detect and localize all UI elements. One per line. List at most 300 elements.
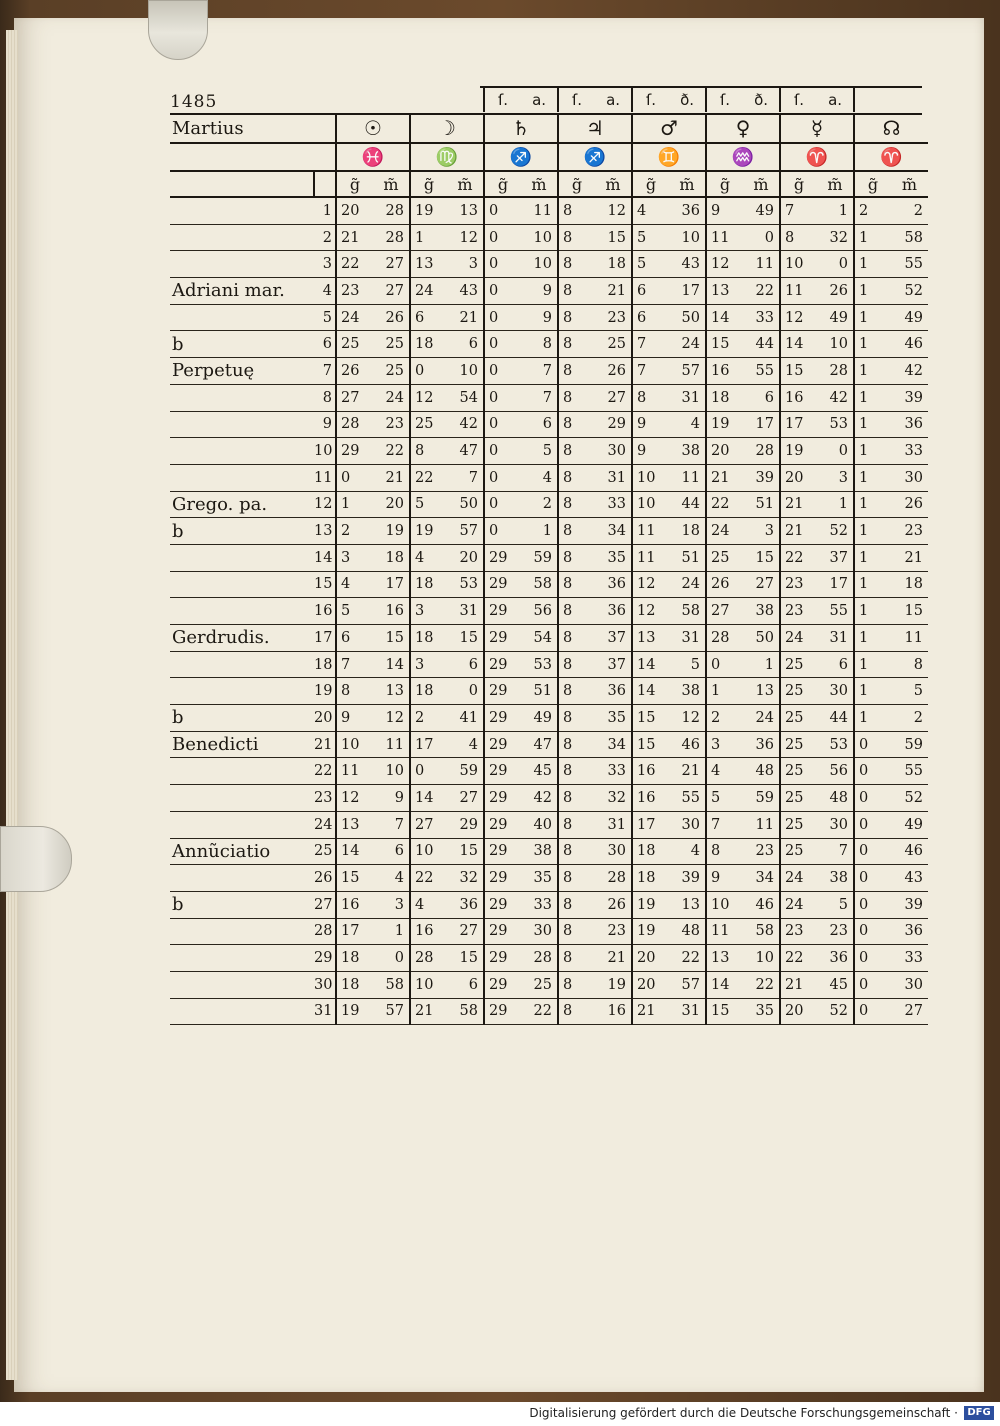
minute-cell: 11	[743, 251, 780, 278]
degree-cell: 15	[780, 358, 817, 385]
minute-cell: 0	[743, 224, 780, 251]
degree-cell: 7	[336, 651, 373, 678]
degree-cell: 20	[780, 464, 817, 491]
minute-cell: 44	[817, 705, 854, 732]
degree-cell: 22	[780, 945, 817, 972]
feast-label: Annũciatio	[170, 838, 314, 865]
degree-cell: 8	[780, 224, 817, 251]
minute-cell: 14	[373, 651, 410, 678]
degree-cell: 22	[336, 251, 373, 278]
day-number: 1	[314, 198, 336, 224]
minute-cell: 38	[669, 678, 706, 705]
degree-cell: 8	[558, 971, 595, 998]
degree-cell: 29	[484, 998, 521, 1025]
degree-cell: 8	[558, 198, 595, 224]
minute-cell: 39	[891, 384, 928, 411]
degree-cell: 15	[706, 331, 743, 358]
day-number: 23	[314, 785, 336, 812]
minute-cell: 7	[817, 838, 854, 865]
table-row	[170, 438, 928, 465]
degree-cell: 0	[854, 758, 891, 785]
minute-cell: 32	[595, 785, 632, 812]
minute-cell: 27	[743, 571, 780, 598]
minute-cell: 15	[595, 224, 632, 251]
degree-cell: 0	[854, 731, 891, 758]
degree-cell: 18	[336, 945, 373, 972]
minute-cell: 36	[595, 598, 632, 625]
table-row	[170, 198, 928, 224]
degree-cell: 8	[558, 651, 595, 678]
degree-cell: 26	[336, 358, 373, 385]
degree-cell: 0	[484, 198, 521, 224]
degree-cell: 25	[780, 705, 817, 732]
degree-cell: 29	[484, 705, 521, 732]
degree-cell: 8	[558, 918, 595, 945]
minute-cell: 15	[447, 945, 484, 972]
degree-cell: 2	[410, 705, 447, 732]
minute-cell: 31	[817, 625, 854, 652]
table-row	[170, 358, 928, 385]
unit-degrees: g̃	[706, 172, 743, 197]
day-number: 21	[314, 731, 336, 758]
table-row	[170, 571, 928, 598]
degree-cell: 20	[780, 998, 817, 1025]
feast-label	[170, 785, 314, 812]
degree-cell: 1	[854, 464, 891, 491]
degree-cell: 25	[410, 411, 447, 438]
minute-cell: 16	[595, 998, 632, 1025]
feast-label	[170, 251, 314, 278]
aspect-cell: ſ.	[558, 88, 595, 112]
degree-cell: 0	[484, 304, 521, 331]
degree-cell: 24	[780, 891, 817, 918]
dfg-logo: DFG	[964, 1406, 994, 1420]
minute-cell: 59	[447, 758, 484, 785]
degree-cell: 1	[854, 438, 891, 465]
minute-cell: 59	[521, 544, 558, 571]
degree-cell: 0	[854, 838, 891, 865]
feast-label	[170, 945, 314, 972]
degree-cell: 10	[632, 491, 669, 518]
day-number: 18	[314, 651, 336, 678]
venus-symbol: ♀	[706, 114, 780, 143]
degree-cell: 8	[558, 998, 595, 1025]
degree-cell: 28	[336, 411, 373, 438]
degree-cell: 18	[410, 571, 447, 598]
minute-cell: 18	[595, 251, 632, 278]
minute-cell: 23	[373, 411, 410, 438]
degree-cell: 25	[706, 544, 743, 571]
table-row	[170, 598, 928, 625]
unit-degrees: g̃	[484, 172, 521, 197]
minute-cell: 43	[891, 865, 928, 892]
day-number: 11	[314, 464, 336, 491]
minute-cell: 5	[521, 438, 558, 465]
minute-cell: 29	[447, 811, 484, 838]
degree-cell: 1	[854, 411, 891, 438]
minute-cell: 30	[521, 918, 558, 945]
degree-cell: 0	[854, 811, 891, 838]
degree-cell: 8	[558, 705, 595, 732]
degree-cell: 5	[632, 224, 669, 251]
minute-cell: 31	[669, 625, 706, 652]
minute-cell: 33	[595, 491, 632, 518]
degree-cell: 20	[632, 945, 669, 972]
minute-cell: 13	[669, 891, 706, 918]
minute-cell: 49	[891, 811, 928, 838]
feast-label	[170, 438, 314, 465]
minute-cell: 49	[521, 705, 558, 732]
unit-minutes: m̃	[817, 172, 854, 197]
feast-label: Benedicti	[170, 731, 314, 758]
degree-cell: 28	[410, 945, 447, 972]
degree-cell: 29	[484, 625, 521, 652]
degree-cell: 10	[410, 971, 447, 998]
degree-cell: 14	[632, 651, 669, 678]
minute-cell: 31	[595, 811, 632, 838]
minute-cell: 17	[743, 411, 780, 438]
minute-cell: 25	[373, 358, 410, 385]
minute-cell: 36	[891, 411, 928, 438]
day-number: 10	[314, 438, 336, 465]
minute-cell: 36	[669, 198, 706, 224]
degree-cell: 25	[780, 731, 817, 758]
minute-cell: 1	[743, 651, 780, 678]
degree-cell: 2	[706, 705, 743, 732]
degree-cell: 8	[558, 438, 595, 465]
table-row	[170, 518, 928, 545]
minute-cell: 55	[891, 758, 928, 785]
degree-cell: 1	[854, 224, 891, 251]
degree-cell: 12	[780, 304, 817, 331]
minute-cell: 23	[595, 304, 632, 331]
degree-cell: 0	[484, 358, 521, 385]
minute-cell: 31	[447, 598, 484, 625]
minute-cell: 53	[817, 411, 854, 438]
minute-cell: 38	[817, 865, 854, 892]
degree-cell: 1	[854, 678, 891, 705]
degree-cell: 1	[854, 491, 891, 518]
minute-cell: 23	[891, 518, 928, 545]
unit-degrees: g̃	[780, 172, 817, 197]
minute-cell: 23	[817, 918, 854, 945]
degree-cell: 23	[780, 598, 817, 625]
minute-cell: 7	[373, 811, 410, 838]
table-row	[170, 544, 928, 571]
degree-cell: 10	[410, 838, 447, 865]
degree-cell: 8	[558, 785, 595, 812]
unit-minutes: m̃	[891, 172, 928, 197]
degree-cell: 8	[558, 891, 595, 918]
degree-cell: 0	[484, 278, 521, 305]
degree-cell: 29	[484, 811, 521, 838]
degree-cell: 8	[558, 838, 595, 865]
day-number: 4	[314, 278, 336, 305]
minute-cell: 0	[817, 438, 854, 465]
feast-label	[170, 304, 314, 331]
minute-cell: 5	[669, 651, 706, 678]
feast-label: b	[170, 705, 314, 732]
minute-cell: 17	[373, 571, 410, 598]
minute-cell: 15	[447, 625, 484, 652]
feast-label: b	[170, 891, 314, 918]
degree-cell: 8	[558, 758, 595, 785]
minute-cell: 33	[891, 945, 928, 972]
minute-cell: 30	[669, 811, 706, 838]
minute-cell: 11	[373, 731, 410, 758]
feast-label	[170, 464, 314, 491]
minute-cell: 51	[743, 491, 780, 518]
degree-cell: 0	[854, 865, 891, 892]
minute-cell: 36	[891, 918, 928, 945]
feast-label	[170, 651, 314, 678]
minute-cell: 37	[595, 651, 632, 678]
minute-cell: 3	[743, 518, 780, 545]
degree-cell: 6	[336, 625, 373, 652]
jupiter-symbol: ♃	[558, 114, 632, 143]
table-row	[170, 491, 928, 518]
unit-degrees: g̃	[632, 172, 669, 197]
minute-cell: 3	[817, 464, 854, 491]
table-row	[170, 384, 928, 411]
degree-cell: 10	[632, 464, 669, 491]
degree-cell: 2	[854, 198, 891, 224]
minute-cell: 49	[817, 304, 854, 331]
degree-cell: 18	[410, 678, 447, 705]
degree-cell: 0	[484, 251, 521, 278]
degree-cell: 16	[632, 785, 669, 812]
degree-cell: 25	[780, 785, 817, 812]
degree-cell: 27	[336, 384, 373, 411]
table-row	[170, 731, 928, 758]
degree-cell: 0	[854, 785, 891, 812]
minute-cell: 57	[373, 998, 410, 1025]
minute-cell: 38	[743, 598, 780, 625]
footer-bar	[0, 1402, 1000, 1426]
degree-cell: 17	[336, 918, 373, 945]
day-number: 9	[314, 411, 336, 438]
degree-cell: 8	[558, 331, 595, 358]
degree-cell: 23	[336, 278, 373, 305]
minute-cell: 34	[595, 731, 632, 758]
degree-cell: 3	[336, 544, 373, 571]
minute-cell: 46	[669, 731, 706, 758]
degree-cell: 1	[854, 598, 891, 625]
degree-cell: 6	[632, 304, 669, 331]
minute-cell: 55	[669, 785, 706, 812]
minute-cell: 47	[447, 438, 484, 465]
degree-cell: 29	[484, 918, 521, 945]
degree-cell: 8	[410, 438, 447, 465]
table-row	[170, 891, 928, 918]
degree-cell: 24	[780, 625, 817, 652]
day-number: 3	[314, 251, 336, 278]
minute-cell: 33	[743, 304, 780, 331]
minute-cell: 12	[447, 224, 484, 251]
minute-cell: 18	[669, 518, 706, 545]
degree-cell: 23	[780, 918, 817, 945]
degree-cell: 8	[558, 518, 595, 545]
degree-cell: 8	[558, 945, 595, 972]
minute-cell: 11	[669, 464, 706, 491]
minute-cell: 54	[521, 625, 558, 652]
degree-cell: 20	[632, 971, 669, 998]
degree-cell: 18	[410, 331, 447, 358]
degree-cell: 29	[484, 731, 521, 758]
degree-cell: 12	[632, 598, 669, 625]
minute-cell: 23	[743, 838, 780, 865]
minute-cell: 53	[521, 651, 558, 678]
degree-cell: 0	[484, 464, 521, 491]
minute-cell: 5	[817, 891, 854, 918]
minute-cell: 25	[595, 331, 632, 358]
day-number: 19	[314, 678, 336, 705]
minute-cell: 43	[447, 278, 484, 305]
minute-cell: 26	[373, 304, 410, 331]
degree-cell: 7	[780, 198, 817, 224]
minute-cell: 51	[669, 544, 706, 571]
minute-cell: 57	[447, 518, 484, 545]
moon-symbol: ☽	[410, 114, 484, 143]
minute-cell: 11	[891, 625, 928, 652]
minute-cell: 7	[447, 464, 484, 491]
degree-cell: 21	[410, 998, 447, 1025]
table-row	[170, 278, 928, 305]
degree-cell: 29	[484, 891, 521, 918]
minute-cell: 15	[743, 544, 780, 571]
minute-cell: 36	[595, 678, 632, 705]
feast-label	[170, 544, 314, 571]
degree-cell: 22	[780, 544, 817, 571]
degree-cell: 1	[854, 651, 891, 678]
sign-symbol: ♍	[410, 144, 484, 171]
minute-cell: 58	[669, 598, 706, 625]
degree-cell: 8	[558, 224, 595, 251]
minute-cell: 47	[521, 731, 558, 758]
day-number: 28	[314, 918, 336, 945]
minute-cell: 54	[447, 384, 484, 411]
degree-cell: 1	[854, 331, 891, 358]
minute-cell: 6	[743, 384, 780, 411]
feast-label	[170, 411, 314, 438]
table-row	[170, 625, 928, 652]
minute-cell: 44	[743, 331, 780, 358]
minute-cell: 22	[743, 971, 780, 998]
degree-cell: 21	[336, 224, 373, 251]
degree-cell: 25	[780, 811, 817, 838]
degree-cell: 8	[558, 625, 595, 652]
minute-cell: 34	[743, 865, 780, 892]
degree-cell: 19	[410, 518, 447, 545]
minute-cell: 8	[521, 331, 558, 358]
sign-header-row	[170, 144, 928, 172]
minute-cell: 1	[521, 518, 558, 545]
degree-cell: 8	[558, 731, 595, 758]
degree-cell: 15	[336, 865, 373, 892]
minute-cell: 49	[891, 304, 928, 331]
degree-cell: 7	[706, 811, 743, 838]
degree-cell: 0	[854, 998, 891, 1025]
minute-cell: 31	[669, 998, 706, 1025]
degree-cell: 21	[780, 971, 817, 998]
minute-cell: 30	[595, 838, 632, 865]
day-number: 30	[314, 971, 336, 998]
degree-cell: 21	[780, 491, 817, 518]
minute-cell: 24	[669, 331, 706, 358]
minute-cell: 59	[743, 785, 780, 812]
degree-cell: 28	[706, 625, 743, 652]
degree-cell: 17	[632, 811, 669, 838]
minute-cell: 25	[521, 971, 558, 998]
table-row	[170, 678, 928, 705]
degree-cell: 0	[484, 491, 521, 518]
table-row	[170, 411, 928, 438]
minute-cell: 50	[669, 304, 706, 331]
sign-symbol: ♈	[854, 144, 928, 171]
minute-cell: 1	[373, 918, 410, 945]
aspect-cell: ſ.	[706, 88, 743, 112]
degree-cell: 14	[632, 678, 669, 705]
minute-cell: 36	[817, 945, 854, 972]
day-number: 15	[314, 571, 336, 598]
minute-cell: 26	[891, 491, 928, 518]
degree-cell: 19	[410, 198, 447, 224]
degree-cell: 29	[484, 945, 521, 972]
minute-cell: 36	[743, 731, 780, 758]
degree-cell: 7	[632, 331, 669, 358]
feast-label: b	[170, 331, 314, 358]
minute-cell: 1	[817, 198, 854, 224]
degree-cell: 3	[706, 731, 743, 758]
page-clip-side	[0, 826, 72, 892]
degree-cell: 18	[410, 625, 447, 652]
degree-cell: 1	[336, 491, 373, 518]
day-number: 17	[314, 625, 336, 652]
minute-cell: 56	[817, 758, 854, 785]
minute-cell: 57	[669, 358, 706, 385]
degree-cell: 8	[558, 304, 595, 331]
aspect-cell: ſ.	[484, 88, 521, 112]
degree-cell: 5	[336, 598, 373, 625]
degree-cell: 29	[484, 651, 521, 678]
degree-cell: 14	[706, 971, 743, 998]
minute-cell: 18	[373, 544, 410, 571]
degree-cell: 26	[706, 571, 743, 598]
minute-cell: 8	[891, 651, 928, 678]
minute-cell: 24	[743, 705, 780, 732]
minute-cell: 28	[743, 438, 780, 465]
degree-cell: 8	[558, 544, 595, 571]
unit-minutes: m̃	[669, 172, 706, 197]
degree-cell: 14	[336, 838, 373, 865]
degree-cell: 29	[484, 838, 521, 865]
minute-cell: 20	[373, 491, 410, 518]
minute-cell: 57	[669, 971, 706, 998]
degree-cell: 11	[706, 224, 743, 251]
table-row	[170, 224, 928, 251]
degree-cell: 27	[706, 598, 743, 625]
minute-cell: 34	[595, 518, 632, 545]
month-label: Martius	[170, 114, 314, 143]
degree-cell: 25	[780, 838, 817, 865]
day-number: 6	[314, 331, 336, 358]
day-number: 8	[314, 384, 336, 411]
degree-cell: 11	[632, 544, 669, 571]
minute-cell: 10	[447, 358, 484, 385]
minute-cell: 39	[669, 865, 706, 892]
degree-cell: 9	[706, 865, 743, 892]
feast-label	[170, 865, 314, 892]
